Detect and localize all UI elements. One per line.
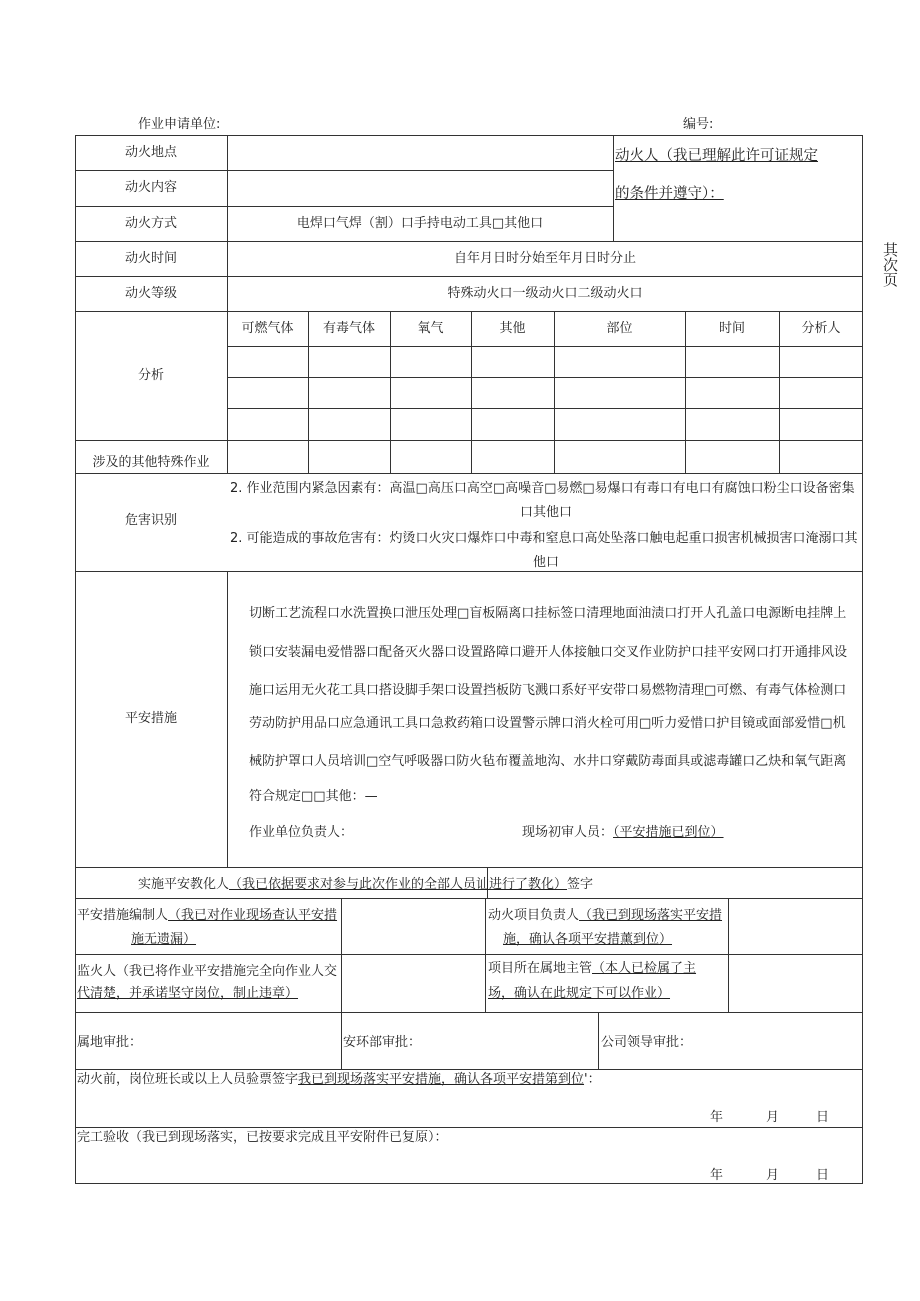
time-range[interactable]: 自年月日时分始至年月日时分止 xyxy=(453,251,636,266)
watcher-line2 xyxy=(77,986,298,1002)
analysis-header: 部位 xyxy=(606,321,633,336)
divider xyxy=(227,408,863,409)
analysis-header: 时间 xyxy=(718,321,745,336)
completion-statement: 完工验收（我已到现场落实，已按要求完成且平安附件已复原）： xyxy=(77,1130,448,1145)
level-options[interactable]: 特殊动火口一级动火口二级动火口 xyxy=(447,286,643,301)
date-year: 年 xyxy=(710,1110,724,1125)
education-underlined: （我已依据要求对参与此次作业的全部人员讪进行了教化） xyxy=(229,877,568,892)
divider xyxy=(75,954,863,955)
date-month: 月 xyxy=(766,1168,780,1183)
divider xyxy=(75,1012,863,1013)
supervisor-line2 xyxy=(488,986,670,1002)
label-analysis: 分析 xyxy=(137,368,164,383)
label-safety: 平安措施 xyxy=(124,711,177,726)
pre-fire-note: 我已到现场落实平安措施，确认各项平安措第到位 xyxy=(298,1072,585,1087)
divider xyxy=(75,1069,863,1070)
divider xyxy=(227,571,228,867)
safety-line: 切断工艺流程口水洗置换口泄压处理□盲板隔离口挂标签口清理地面油渍口打开人孔盖口电源断电挂牌上 xyxy=(249,606,847,621)
supervisor-line1 xyxy=(488,961,696,977)
project-leader-note-cont: 施，确认各项平安措薰到位） xyxy=(503,932,673,947)
divider xyxy=(341,1012,342,1069)
territory-approval: 属地审批： xyxy=(77,1035,143,1050)
analysis-header: 可燃气体 xyxy=(241,321,294,336)
reviewer-note: （平安措施已到位） xyxy=(613,825,724,840)
compiler-title: 平安措施编制人 xyxy=(77,908,169,923)
hazard-item-1: 2. 作业范围内紧急因素有：高温□高压口高空□高噪音□易燃□易爆口有毒口有电口有腐蚀口粉尘口设备密集 xyxy=(230,481,855,496)
divider xyxy=(75,241,863,242)
divider xyxy=(75,311,863,312)
divider xyxy=(75,276,863,277)
date-year: 年 xyxy=(710,1168,724,1183)
side-note: 其次页 xyxy=(881,242,899,287)
divider xyxy=(75,440,863,441)
pre-fire-title: 动火前，岗位班长或以上人员验票签字 xyxy=(77,1072,299,1087)
hazard-item-1-cont: 口其他口 xyxy=(520,505,573,520)
divider xyxy=(75,867,863,868)
divider xyxy=(75,1127,863,1128)
fire-person-statement xyxy=(615,148,818,164)
supervisor-note-cont: 场，确认在此规定下可以作业） xyxy=(488,986,671,1001)
unit-leader-label: 作业单位负责人： xyxy=(249,825,354,840)
watcher-line1 xyxy=(77,964,337,980)
divider xyxy=(613,135,614,241)
analysis-header: 分析人 xyxy=(801,321,841,336)
safety-line: 劳动防护用品口应急通讯工具口急救药箱口设置警示牌口消火栓可用□听力爱惜口护目镜或面部爱惜□机 xyxy=(249,716,846,731)
safety-line: 械防护罩口人员培训□空气呼吸器口防火毡布覆盖地沟、水井口穿戴防毒面具或滤毒罐口乙炔和氧气距离 xyxy=(249,754,847,769)
compiler-line1 xyxy=(77,908,337,924)
education-statement xyxy=(138,877,593,893)
company-approval: 公司领导审批： xyxy=(601,1035,693,1050)
env-safety-approval: 安环部审批： xyxy=(343,1035,422,1050)
label-hazard: 危害识别 xyxy=(124,513,177,528)
project-leader-line2 xyxy=(503,932,672,948)
location-field[interactable] xyxy=(228,136,612,170)
watcher-text-cont: 代清楚，并承诺坚守岗位，制止违章） xyxy=(77,986,299,1001)
label-content: 动火内容 xyxy=(124,180,177,195)
date-day: 日 xyxy=(816,1110,830,1125)
project-leader-note: （我已到现场落实平安措 xyxy=(579,908,723,923)
compiler-note-cont: 施无遗漏） xyxy=(131,932,197,947)
divider xyxy=(75,206,613,207)
content-field[interactable] xyxy=(228,171,612,206)
divider xyxy=(75,898,863,899)
label-method: 动火方式 xyxy=(124,216,177,231)
label-location: 动火地点 xyxy=(124,145,177,160)
compiler-note: （我已对作业现场查认平安措 xyxy=(168,908,338,923)
applicant-unit-label: 作业申请单位: xyxy=(138,117,221,132)
education-suffix: 签字 xyxy=(567,877,594,892)
pre-fire-suffix: '： xyxy=(584,1072,601,1087)
reviewer-label xyxy=(522,825,724,841)
divider xyxy=(728,898,729,1012)
divider xyxy=(75,473,863,474)
pre-fire-statement xyxy=(77,1072,601,1088)
safety-line: 符合规定□□其他：— xyxy=(249,789,378,804)
watcher-text: 监火人（我已将作业平安措施完全向作业人交 xyxy=(77,964,338,979)
label-other-special: 涉及的其他特殊作业 xyxy=(92,455,210,470)
supervisor-title: 项目所在属地主管 xyxy=(488,961,593,976)
divider xyxy=(227,346,863,347)
analysis-header: 氧气 xyxy=(417,321,444,336)
reviewer-title: 现场初审人员： xyxy=(522,825,614,840)
safety-line: 施口运用无火花工具口搭设脚手架口设置挡板防飞溅口系好平安带口易燃物清理□可燃、有毒气体检测口 xyxy=(249,683,847,698)
hazard-item-2: 2. 可能造成的事故危害有：灼烫口火灾口爆炸口中毒和窒息口高处坠落口触电起重口损害机械损害口淹溺口其 xyxy=(230,531,858,546)
project-leader-title: 动火项目负责人 xyxy=(488,908,580,923)
project-leader-line1 xyxy=(488,908,722,924)
divider xyxy=(598,1012,599,1069)
education-prefix: 实施平安教化人 xyxy=(138,877,230,892)
fire-person-line1: 动火人（我已理解此许可证规定 xyxy=(615,148,818,164)
number-label: 编号: xyxy=(683,117,714,132)
supervisor-note: （本人已检属了主 xyxy=(592,961,697,976)
compiler-line2 xyxy=(131,932,196,948)
divider xyxy=(341,898,342,1012)
analysis-header: 有毒气体 xyxy=(322,321,375,336)
hazard-item-2-cont: 他口 xyxy=(533,555,560,570)
method-options[interactable]: 电焊口气焊（割）口手持电动工具□其他口 xyxy=(296,216,544,231)
date-month: 月 xyxy=(766,1110,780,1125)
divider xyxy=(485,898,486,1012)
safety-line: 锁口安装漏电爱惜器口配备灭火器口设置路障口避开人体接触口交叉作业防护口挂平安网口打开通排风设 xyxy=(249,645,848,660)
label-level: 动火等级 xyxy=(124,286,177,301)
divider xyxy=(75,571,863,572)
date-day: 日 xyxy=(816,1168,830,1183)
fire-person-line2: 的条件并遵守）： xyxy=(615,186,724,202)
analysis-header: 其他 xyxy=(499,321,526,336)
fire-person-statement-2 xyxy=(615,186,724,202)
label-time: 动火时间 xyxy=(124,251,177,266)
divider xyxy=(227,377,863,378)
